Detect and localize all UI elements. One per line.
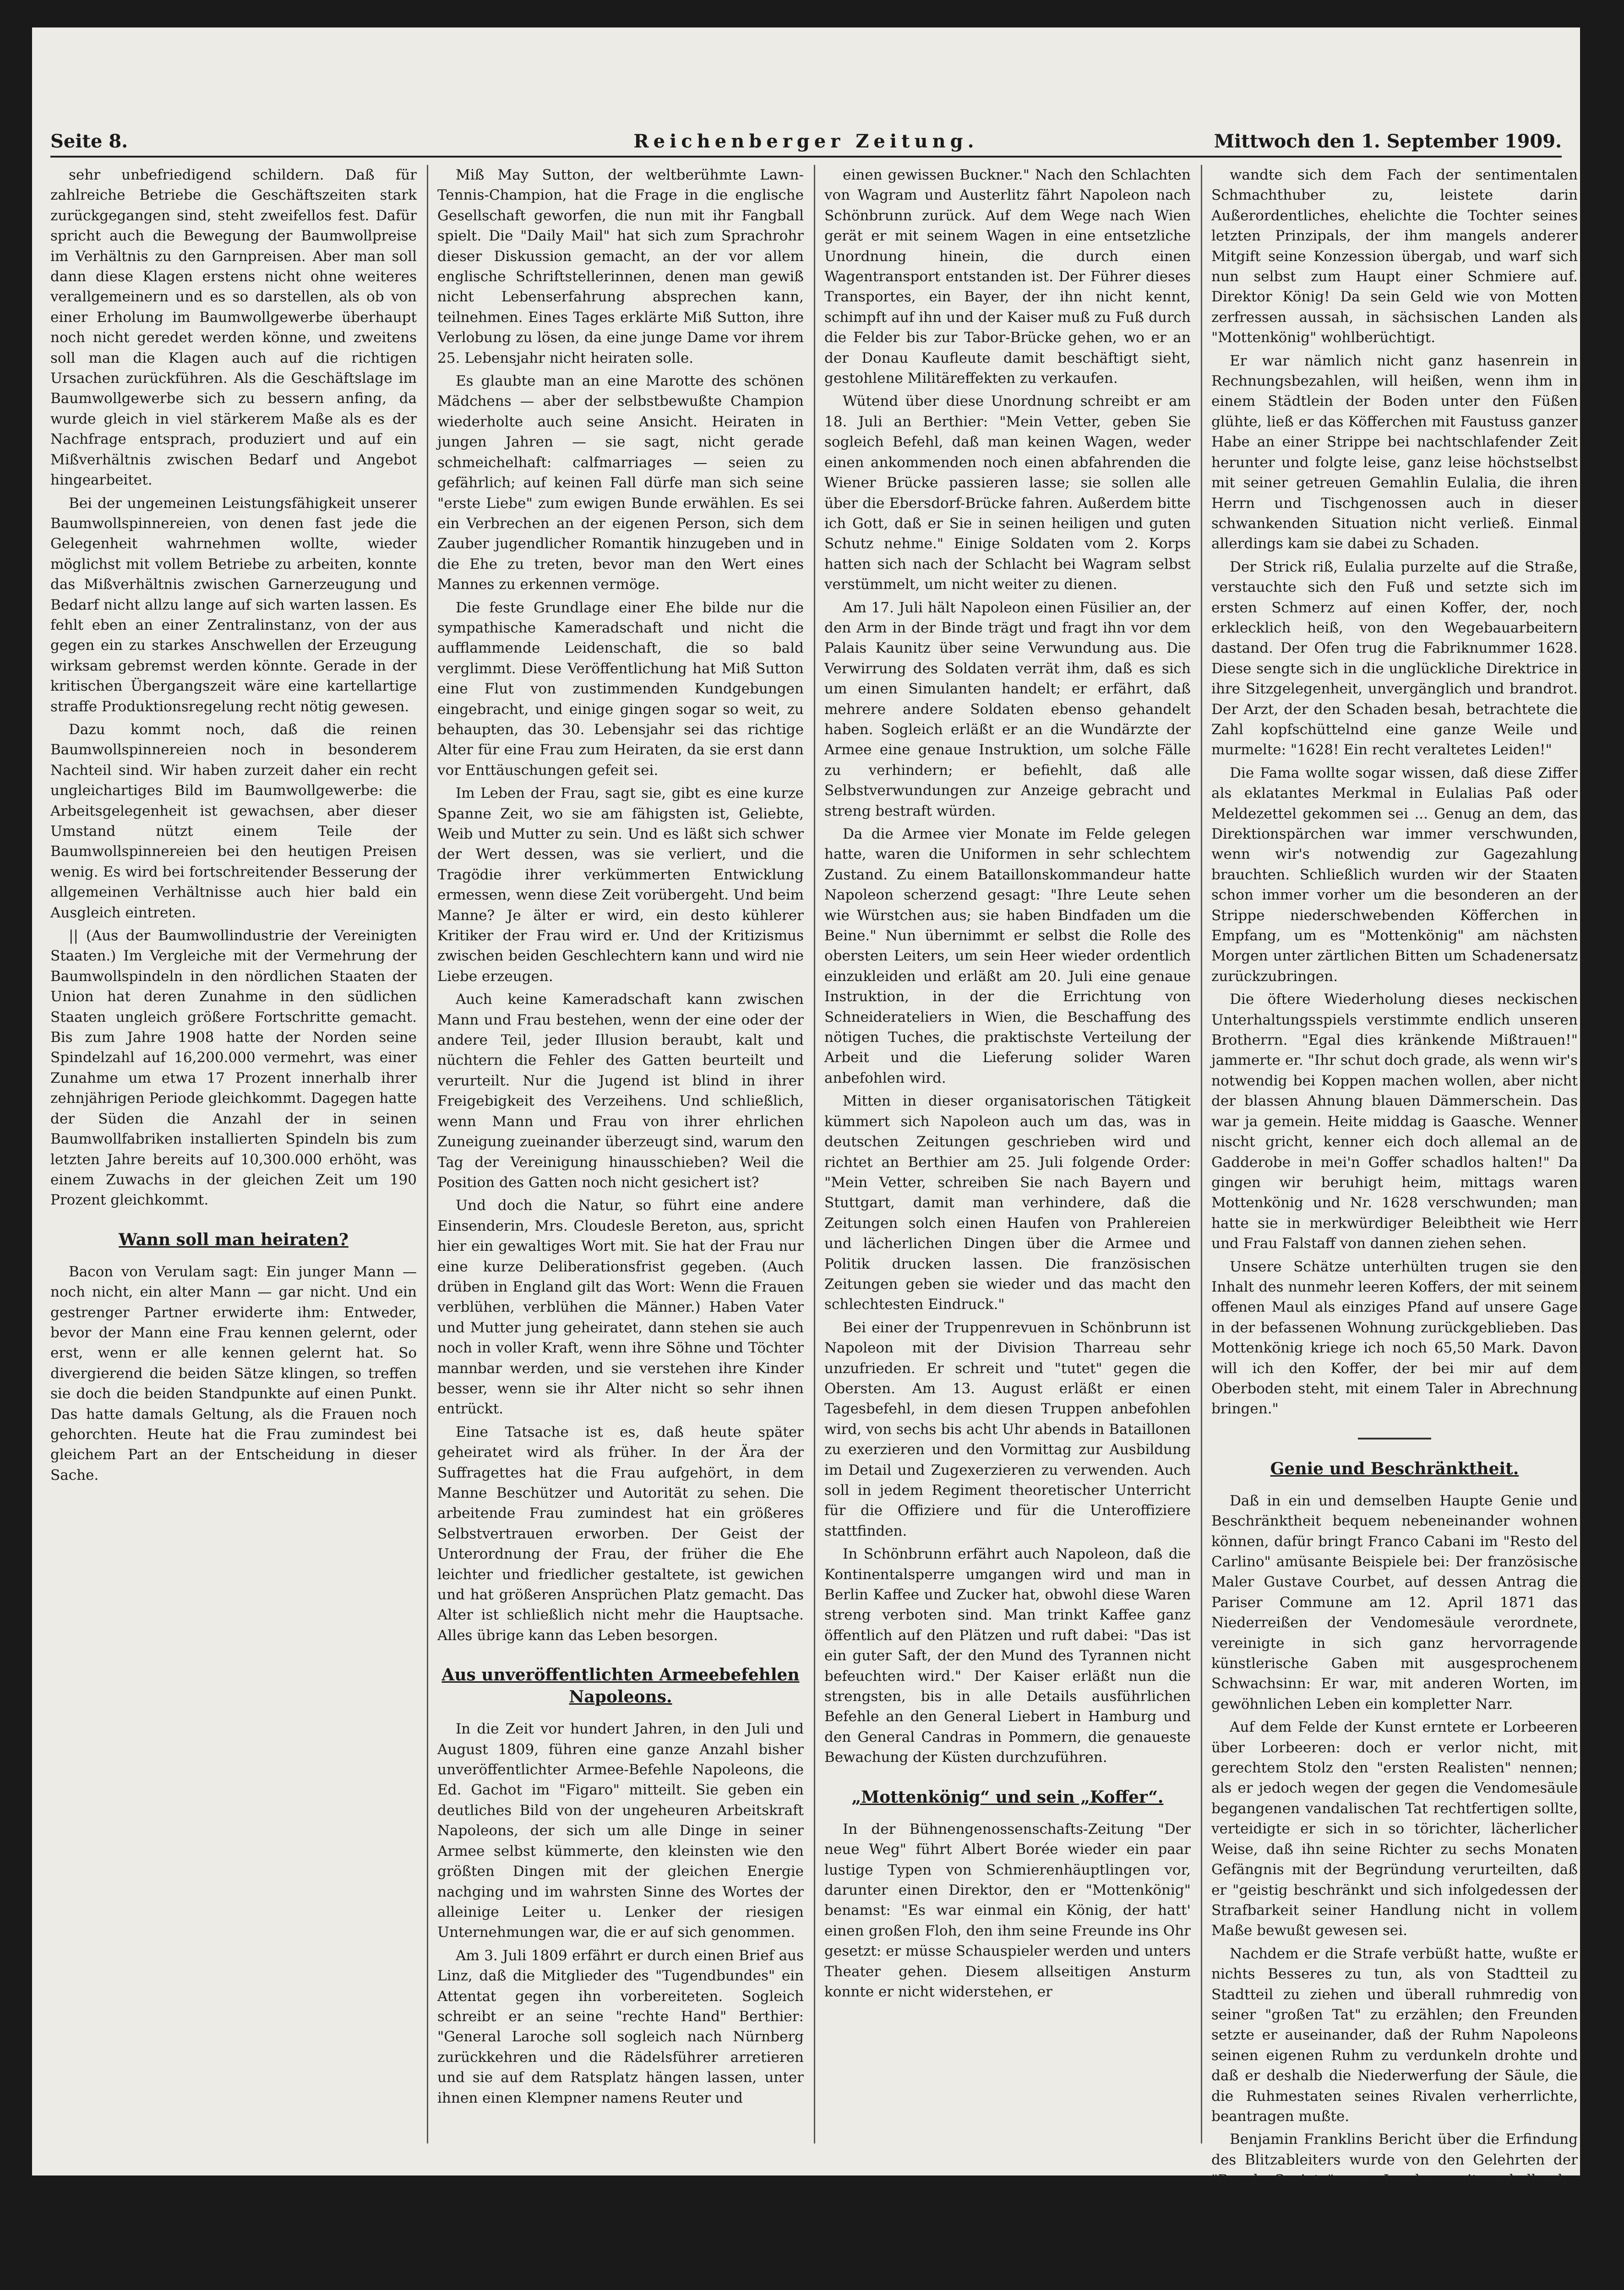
article-title-genie: Genie und Beschränktheit. [1270, 1459, 1519, 1478]
paragraph: Auf dem Felde der Kunst erntete er Lorbeeren über Lorbeeren: doch er verlor nicht, mit gerechtem Stolz den "ersten Realisten" nennen; als er jedoch wegen der gegen die Vendomesäule begangenen vandalischen Tat rechtfertigen sollte, verteidigte er sich in so törichter, lächerlicher Weise, daß ihn seine Richter zu sechs Monaten Gefängnis mit der Begründung verurteilten, daß er "geistig beschränkt und sich infolgedessen der Strafbarkeit seiner Handlung nicht in vollem Maße bewußt gewesen sei. [1211, 1719, 1578, 1939]
paragraph: || (Aus der Baumwollindustrie der Vereinigten Staaten.) Im Vergleiche mit der Vermehrung der Baumwollspindeln in den nördlichen Staaten der Union hat deren Zunahme in den südlichen Staaten ungleich größere Fortschritte gemacht. Bis zum Jahre 1908 hatte der Norden seine Spindelzahl auf 16,200.000 vermehrt, was einer Zunahme um etwa 17 Prozent innerhalb ihrer zehnjährigen Periode gleichkommt. Dagegen hatte der Süden die Anzahl der in seinen Baumwollfabriken installierten Spindeln bis zum letzten Jahre bereits auf 10,300.000 erhöht, was einem Zuwachs in der gleichen Zeit um 190 Prozent gleichkommt. [50, 927, 417, 1209]
paragraph: Miß May Sutton, der weltberühmte Lawn-Tennis-Champion, hat die Frage in die englische Gesellschaft geworfen, die nun mit ihr Fangball spielt. Die "Daily Mail" hat sich zum Sprachrohr dieser Diskussion gemacht, an der vor allem englische Schriftstellerinnen, denen man gewiß nicht Lebenserfahrung absprechen kann, teilnehmen. Eines Tages erklärte Miß Sutton, ihre Verlobung zu lösen, da eine junge Dame vor ihrem 25. Lebensjahr nicht heiraten solle. [437, 167, 804, 366]
paragraph: Bei einer der Truppenrevuen in Schönbrunn ist Napoleon mit der Division Tharreau sehr unzufrieden. Er schreit und "tutet" gegen die Obersten. Am 13. August erläßt er einen Tagesbefehl, in dem diesen Truppen anbefohlen wird, von sechs bis acht Uhr abends in Bataillonen zu exerzieren und den Vormittag zur Ausbildung im Detail und Zugexerzieren zu verwenden. Auch soll in jedem Regiment theoretischer Unterricht für die Offiziere und für die Unteroffiziere stattfinden. [824, 1319, 1191, 1539]
newspaper-page [32, 27, 1580, 2290]
paragraph: In der Bühnengenossenschafts-Zeitung "Der neue Weg" führt Albert Borée wieder ein paar lustige Typen von Schmierenhäuptlingen vor, darunter einen Direktor, den er "Mottenkönig" benamst: "Es war einmal ein König, der hatt' einen großen Floh, den ihm seine Freunde ins Ohr gesetzt: er müsse Schauspieler werden und unters Theater gehen. Diesem allseitigen Ansturm konnte er nicht widerstehen, er [824, 1821, 1191, 2000]
article-title-napoleon: Aus unveröffentlichten Armeebefehlen Napoleons. [441, 1665, 800, 1707]
paragraph: Nachdem er die Strafe verbüßt hatte, wußte er nichts Besseres zu tun, als von Stadtteil zu Stadtteil zu ziehen und überall ruhmredig von seiner "großen Tat" zu erzählen; den Freunden setzte er auseinander, daß der Ruhm Napoleons seinen eigenen Ruhm zu verdunkeln drohte und daß er deshalb die Niederwerfung der Säule, die die Ruhmestaten seines Rivalen verherrlichte, beantragen mußte. [1211, 1945, 1578, 2125]
paragraph: Wütend über diese Unordnung schreibt er am 18. Juli an Berthier: "Mein Vetter, geben Sie sogleich Befehl, daß man keinen Wagen, weder einen ankommenden noch einen abfahrenden die Wiener Brücke passieren lasse; sie sollen alle über die Ebersdorf-Brücke fahren. Außerdem bitte ich Gott, daß er Sie in seinen heiligen und guten Schutz nehme." Einige Soldaten vom 2. Korps hatten sich nach der Schlacht bei Wagram selbst verstümmelt, um nicht weiter zu dienen. [824, 393, 1191, 593]
column-2 [437, 165, 804, 2148]
paragraph: Eine Tatsache ist es, daß heute später geheiratet wird als früher. In der Ära der Suffragettes hat die Frau aufgehört, in dem Manne Beschützer und Autorität zu sehen. Die arbeitende Frau zumindest hat ein größeres Selbstvertrauen erworben. Der Geist der Unterordnung der Frau, der früher die Ehe leichter und friedlicher gestaltete, ist gewichen und hat größeren Ansprüchen Platz gemacht. Das Alter ist schließlich nicht mehr die Hauptsache. Alles übrige kann das Leben besorgen. [437, 1423, 804, 1644]
column-rule [1201, 165, 1202, 2143]
paragraph: einen gewissen Buckner." Nach den Schlachten von Wagram und Austerlitz fährt Napoleon nach Schönbrunn zurück. Auf dem Wege nach Wien gerät er mit seinem Wagen in eine entsetzliche Unordnung hinein, die durch einen Wagentransport entstanden ist. Der Führer dieses Transportes, ein Bayer, der ihn nicht kennt, schimpft auf ihn und der Kaiser muß zu Fuß durch die Felder bis zur Tabor-Brücke gehen, wo er an der Donau Kaufleute damit beschäftigt sieht, gestohlene Militäreffekten zu verkaufen. [824, 167, 1191, 387]
paragraph: Im Leben der Frau, sagt sie, gibt es eine kurze Spanne Zeit, wo sie am fähigsten ist, Geliebte, Weib und Mutter zu sein. Und es läßt sich schwer der Wert dessen, was sie verliert, und die Tragödie ihrer verkümmerten Entwicklung ermessen, wenn diese Zeit vorübergeht. Und beim Manne? Je älter er wird, ein desto kühlerer Kritiker der Frau wird er. Und der Kritizismus zwischen beiden Geschlechtern kann und wird nie Liebe erzeugen. [437, 785, 804, 985]
column-rule [427, 165, 428, 2143]
paragraph: Die feste Grundlage einer Ehe bilde nur die sympathische Kameradschaft und nicht die aufflammende Leidenschaft, die so bald verglimmt. Diese Veröffentlichung hat Miß Sutton eine Flut von zustimmenden Kundgebungen eingebracht, und einige gingen sogar so weit, zu behaupten, das 30. Lebensjahr sei das richtige Alter für eine Frau zum Heiraten, da sie erst dann vor Enttäuschungen gefeit sei. [437, 599, 804, 779]
page-number: Seite 8. [50, 131, 128, 152]
paragraph: Auch keine Kameradschaft kann zwischen Mann und Frau bestehen, wenn der eine oder der andere Teil, jeder Illusion beraubt, kalt und nüchtern die Fehler des Gatten beurteilt und verurteilt. Nur die Jugend ist blind in ihrer Freigebigkeit des Verzeihens. Und schließlich, wenn Mann und Frau von ihrer ehrlichen Zuneigung zueinander überzeugt sind, warum den Tag der Vereinigung hinausschieben? Weil die Position des Gatten noch nicht gesichert ist? [437, 991, 804, 1191]
paragraph: wandte sich dem Fach der sentimentalen Schmachthuber zu, leistete darin Außerordentliches, ehelichte die Tochter seines letzten Prinzipals, der ihm mangels anderer Mitgift seine Konzession übergab, und warf sich nun selbst zum Haupt einer Schmiere auf. Direktor König! Da sein Geld wie von Motten zerfressen aussah, in sächsischen Landen als "Mottenkönig" wohlberüchtigt. [1211, 167, 1578, 346]
article-title-heiraten: Wann soll man heiraten? [119, 1230, 349, 1249]
section-separator [1358, 1438, 1431, 1439]
paragraph: Am 17. Juli hält Napoleon einen Füsilier an, der den Arm in der Binde trägt und fragt ihn vor dem Palais Kaunitz über seine Verwundung aus. Die Verwirrung des Soldaten verrät ihm, daß es sich um einen Simulanten handelt; er erfährt, daß mehrere andere Soldaten ebenso gehandelt haben. Sogleich erläßt er an die Wundärzte der Armee eine genaue Instruktion, um solche Fälle zu verhindern; er befiehlt, daß alle Selbstverwundungen zur Anzeige gebracht und streng bestraft würden. [824, 599, 1191, 819]
column-3 [824, 165, 1191, 2148]
paragraph: Da die Armee vier Monate im Felde gelegen hatte, waren die Uniformen in sehr schlechtem Zustand. Zu einem Bataillonskommandeur hatte Napoleon scherzend gesagt: "Ihre Leute sehen wie Würstchen aus; sie haben Bindfaden um die Beine." Nun übernimmt er selbst die Rolle des obersten Leiters, um sein Heer wieder ordentlich einzukleiden und erläßt am 20. Juli eine genaue Instruktion, in der die Errichtung von Schneiderateliers in Wien, die Beschaffung des nötigen Tuches, die praktischste Verteilung der Arbeit und die Lieferung solider Waren anbefohlen wird. [824, 826, 1191, 1086]
paragraph: Dazu kommt noch, daß die reinen Baumwollspinnereien noch in besonderem Nachteil sind. Wir haben zurzeit daher ein recht ungleichartiges Bild im Baumwollgewerbe: die Arbeitsgelegenheit ist gewachsen, aber dieser Umstand nützt einem Teile der Baumwollspinnereien bei den heutigen Preisen wenig. Es wird bei fortschreitender Besserung der allgemeinen Verhältnisse auch hier bald ein Ausgleich eintreten. [50, 721, 417, 921]
column-4 [1211, 165, 1578, 2290]
paragraph: Unsere Schätze unterhülten trugen sie den Inhalt des nunmehr leeren Koffers, der mit seinem offenen Maul als einziges Pfand auf unsere Gage in der befassenen Wohnung zurückgeblieben. Das Mottenkönig kriege ich noch 65,50 Mark. Davon will ich den Koffer, der bei mir auf dem Oberboden steht, mit einem Taler in Abrechnung bringen." [1211, 1258, 1578, 1418]
paragraph: sehr unbefriedigend schildern. Daß für zahlreiche Betriebe die Geschäftszeiten stark zurückgegangen sind, steht zweifellos fest. Dafür spricht auch die Bewegung der Baumwollpreise im Verhältnis zu den Garnpreisen. Aber man soll dann diese Klagen erstens nicht ohne weiteres verallgemeinern und es so darstellen, als ob von einer Erholung im Baumwollgewerbe überhaupt noch nicht geredet werden könne, und zweitens soll man die Klagen auch auf die richtigen Ursachen zurückführen. Als die Geschäftslage im Baumwollgewerbe sich zu bessern anfing, da wurde gleich in viel stärkerem Maße als es der Nachfrage entsprach, produziert und auf ein Mißverhältnis zwischen Bedarf und Angebot hingearbeitet. [50, 167, 417, 489]
column-1 [50, 165, 417, 2148]
paragraph: In Schönbrunn erfährt auch Napoleon, daß die Kontinentalsperre umgangen wird und man in Berlin Kaffee und Zucker hat, obwohl diese Waren streng verboten sind. Man trinkt Kaffee ganz öffentlich auf den Plätzen und ruft dabei: "Das ist ein guter Saft, der den Mund des Tyrannen nicht befeuchten wird." Der Kaiser erläßt nun die strengsten, bis in alle Details ausführlichen Befehle an den General Liebert in Hamburg und den General Candras in Pommern, die genaueste Bewachung der Küsten durchzuführen. [824, 1546, 1191, 1766]
paragraph: In die Zeit vor hundert Jahren, in den Juli und August 1809, führen eine ganze Anzahl bisher unveröffentlichter Armee-Befehle Napoleons, die Ed. Gachot im "Figaro" mitteilt. Sie geben ein deutliches Bild von der ungeheuren Arbeitskraft Napoleons, der sich um alle Dinge in seiner Armee selbst kümmerte, den kleinsten wie den größten Dingen mit der gleichen Energie nachging und im wahrsten Sinne des Wortes der alleinige Leiter u. Lenker der riesigen Unternehmungen war, die er auf sich genommen. [437, 1721, 804, 1941]
paragraph: Er war nämlich nicht ganz hasenrein in Rechnungsbezahlen, will heißen, wenn ihm in einem Städtlein der Boden unter den Füßen glühte, ließ er das Köfferchen mit Faustuss ganzer Habe an einer Strippe bei nachtschlafender Zeit herunter und folgte leise, ganz leise höchstselbst mit seiner getreuen Gemahlin Eulalia, die ihren Herrn und Tischgenossen auch in dieser schwankenden Situation nicht verließ. Einmal allerdings kam sie dabei zu Schaden. [1211, 352, 1578, 552]
paragraph: Und doch die Natur, so führt eine andere Einsenderin, Mrs. Cloudesle Bereton, aus, spricht hier ein gewaltiges Wort mit. Sie hat der Frau nur eine kurze Deliberationsfrist gegeben. (Auch drüben in England gilt das Wort: Wenn die Frauen verblühen, verblühen die Männer.) Haben Vater und Mutter jung geheiratet, dann stehen sie auch noch in voller Kraft, wenn ihre Söhne und Töchter mannbar werden, und sie verstehen ihre Kinder besser, wenn sie ihr Alter nicht so sehr ihnen entrückt. [437, 1197, 804, 1418]
paragraph: Der Strick riß, Eulalia purzelte auf die Straße, verstauchte sich den Fuß und setzte sich im ersten Schmerz auf einen Koffer, der, noch erklecklich heiß, von den Wegebauarbeitern dastand. Der Ofen trug die Fabriknummer 1628. Diese sengte sich in die unglückliche Direktrice in ihre Sitzgelegenheit, unvergänglich und brandrot. Der Arzt, der den Schaden besah, betrachtete die Zahl kopfschüttelnd eine ganze Weile und murmelte: "1628! Ein recht veraltetes Leiden!" [1211, 558, 1578, 758]
issue-date: Mittwoch den 1. September 1909. [1214, 131, 1562, 152]
paragraph: Die öftere Wiederholung dieses neckischen Unterhaltungsspiels verstimmte endlich unseren Brotherrn. "Egal dies kränkende Mißtrauen!" jammerte er. "Ihr schut doch grade, als wenn wir's notwendig bei Koppen machen wollen, aber nicht der blassen Ahnung blauen Dämmerschein. Das war ja gemein. Heite middag is Gaasche. Wenner nischt gricht, kenner eich doch allemal an de Gadderobe in mei'n Goffer schadlos halten!" Da gingen wir beruhigt heim, mittags waren Mottenkönig und Nr. 1628 verschwunden; man hatte sie in merkwürdiger Beleibtheit wie Herr und Frau Falstaff von dannen ziehen sehen. [1211, 991, 1578, 1252]
paragraph: Daß in ein und demselben Haupte Genie und Beschränktheit bequem nebeneinander wohnen können, dafür bringt Franco Cabani im "Resto del Carlino" amüsante Beispiele bei: Der französische Maler Gustave Courbet, auf dessen Antrag die Pariser Commune am 12. April 1871 das Niederreißen der Vendomesäule verordnete, vereinigte in sich ganz hervorragende künstlerische Gaben mit ausgesprochenem Schwachsinn: Er war, mit anderen Worten, im gewöhnlichen Leben ein kompletter Narr. [1211, 1492, 1578, 1712]
paragraph: Mitten in dieser organisatorischen Tätigkeit kümmert sich Napoleon auch um das, was in deutschen Zeitungen geschrieben wird und richtet an Berthier am 25. Juli folgende Order: "Mein Vetter, schreiben Sie nach Bayern und Stuttgart, damit man verhindere, daß die Zeitungen solch einen Haufen von Prahlereien und lächerlichen Dingen über die Armee und Politik drucken lassen. Die französischen Zeitungen geben sie wieder und das macht den schlechtesten Eindruck." [824, 1093, 1191, 1313]
paragraph: Die Fama wollte sogar wissen, daß diese Ziffer als eklatantes Merkmal in Eulalias Paß oder Meldezettel gekommen sei ... Genug an dem, das Direktionspärchen war immer verschwunden, wenn wir's notwendig zur Gagezahlung brauchten. Schließlich wurden wir der Staaten schon immer vorher um die besonderen an der Strippe niederschwebenden Köfferchen in Empfang, um es "Mottenkönig" am nächsten Morgen unter zärtlichen Bitten um Schadenersatz zurückzubringen. [1211, 764, 1578, 985]
paragraph: Bacon von Verulam sagt: Ein junger Mann — noch nicht, ein alter Mann — gar nicht. Und ein gestrenger Partner erwiderte ihm: Entweder, bevor der Mann eine Frau kennen gelernt, oder erst, wenn er alle kennen gelernt hat. So divergierend die beiden Sätze klingen, so treffen sie doch die beiden Standpunkte auf einen Punkt. Das hatte damals Geltung, als die Frauen noch gehorchten. Heute hat die Frau zumindest bei gleichem Part an der Entscheidung in dieser Sache. [50, 1263, 417, 1483]
paragraph: Bei der ungemeinen Leistungsfähigkeit unserer Baumwollspinnereien, von denen fast jede die Gelegenheit wahrnehmen wollte, wieder möglichst mit vollem Betriebe zu arbeiten, konnte das Mißverhältnis zwischen Garnerzeugung und Bedarf nicht allzu lange auf sich warten lassen. Es fehlt eben an einer Zentralinstanz, von der aus gegen ein zu starkes Anschwellen der Erzeugung wirksam gebremst werden könnte. Gerade in der kritischen Übergangszeit wäre eine kartellartige straffe Produktionsregelung recht nötig gewesen. [50, 495, 417, 715]
page-header [50, 124, 1562, 158]
newspaper-title: Reichenberger Zeitung. [633, 131, 979, 152]
paragraph: Am 3. Juli 1809 erfährt er durch einen Brief aus Linz, daß die Mitglieder des "Tugendbundes" ein Attentat gegen ihn vorbereiteten. Sogleich schreibt er an seine "rechte Hand" Berthier: "General Laroche soll sogleich nach Nürnberg zurückkehren und die Rädelsführer arretieren und sie auf dem Ratsplatz hängen lassen, unter ihnen einen Klempner namens Reuter und [437, 1947, 804, 2106]
column-rule [814, 165, 815, 2143]
paragraph: Benjamin Franklins Bericht über die Erfindung des Blitzableiters wurde von den Gelehrten der "Royal Society" zu London mit schallender Heiterkeit aufgenommen: man erklärte die ganze Geschichte für amerikanischen Humbug und ging zur Tagesordnung über. — Le Borne, den die Franzosen für den Erfinder der Gasbeleuchtung halten (in Wirklichkeit ist er es, nebenbei [1211, 2131, 1578, 2290]
paragraph: Es glaubte man an eine Marotte des schönen Mädchens — aber der selbstbewußte Champion wiederholte auch seine Ansicht. Heiraten in jungen Jahren — sie sagt, nicht gerade schmeichelhaft: calfmarriages — seien zu gefährlich; auf keinen Fall dürfe man sich seine "erste Liebe" zum ewigen Bunde erwählen. Es sei ein Verbrechen an der eigenen Person, sich dem Zauber jugendlicher Romantik hinzugeben und in die Ehe zu treten, bevor man den Wert eines Mannes zu erkennen vermöge. [437, 373, 804, 593]
article-title-mottenkoenig: „Mottenkönig“ und sein „Koffer“. [851, 1787, 1164, 1807]
